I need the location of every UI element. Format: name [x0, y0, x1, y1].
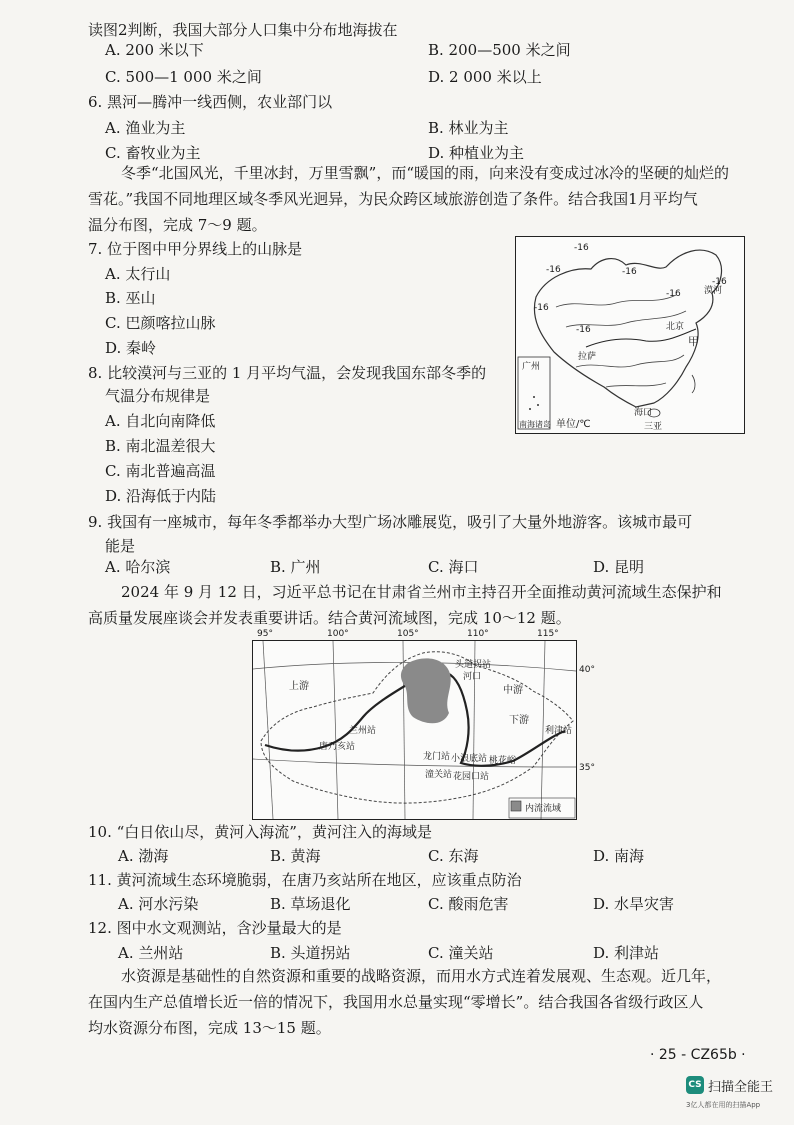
intro-line-3: 均水资源分布图，完成 13～15 题。	[88, 1019, 331, 1037]
intro-line-1: 2024 年 9 月 12 日，习近平总书记在甘肃省兰州市主持召开全面推动黄河流域生态保护和	[121, 583, 722, 601]
q9-option-b: B. 广州	[270, 558, 321, 576]
lon-label: 115°	[537, 629, 559, 639]
q12-option-a: A. 兰州站	[118, 944, 184, 962]
option-b: B. 200—500 米之间	[428, 41, 571, 59]
q12-option-b: B. 头道拐站	[270, 944, 351, 962]
city-haikou: 海口	[634, 408, 653, 418]
question-stem: 读图2判断，我国大部分人口集中分布地海拔在	[88, 21, 398, 39]
isotherm-label: -16	[576, 325, 591, 335]
q8-option-b: B. 南北温差很大	[105, 437, 216, 455]
isotherm-d	[606, 383, 666, 387]
neiliu-basin	[401, 658, 451, 723]
isotherm-a	[556, 295, 676, 307]
question-10-stem: 10. “白日依山尽，黄河入海流”，黄河注入的海域是	[88, 823, 432, 841]
isotherm-label: -16	[574, 243, 589, 253]
q11-option-b: B. 草场退化	[270, 895, 351, 913]
intro-paragraph-7-9	[88, 160, 728, 238]
q7-option-d: D. 秦岭	[105, 339, 157, 357]
station-huayuankou: 花园口站	[453, 772, 490, 782]
q6-option-d: D. 种植业为主	[428, 144, 525, 162]
station-xiaolangdi: 小浪底站	[451, 754, 488, 764]
yellow-river-svg	[253, 641, 576, 819]
question-11-stem: 11. 黄河流域生态环境脆弱，在唐乃亥站所在地区，应该重点防治	[88, 871, 522, 889]
option-d: D. 2 000 米以上	[428, 68, 542, 86]
option-a: A. 200 米以下	[105, 41, 204, 59]
city-mohe: 漠河	[704, 286, 723, 296]
legend-swatch	[511, 801, 521, 811]
station-taohuayu: 桃花峪	[489, 756, 517, 766]
q8-option-d: D. 沿海低于内陆	[105, 487, 217, 505]
q10-option-c: C. 东海	[428, 847, 479, 865]
island-dots	[533, 396, 535, 398]
question-8-stem-line1: 8. 比较漠河与三亚的 1 月平均气温，会发现我国东部冬季的	[88, 364, 487, 382]
question-6-stem: 6. 黑河—腾冲一线西侧，农业部门以	[88, 93, 333, 111]
q7-option-c: C. 巴颜喀拉山脉	[105, 314, 216, 332]
station-helikou: 河口	[463, 672, 482, 682]
option-c: C. 500—1 000 米之间	[105, 68, 262, 86]
isotherm-label: -16	[546, 265, 561, 275]
q9-option-c: C. 海口	[428, 558, 479, 576]
app-badge-icon: CS	[686, 1076, 704, 1094]
q10-option-a: A. 渤海	[118, 847, 169, 865]
question-8-stem-line2: 气温分布规律是	[105, 387, 211, 405]
station-tangnaihai: 唐乃亥站	[319, 742, 356, 752]
intro-line-2: 在国内生产总值增长近一倍的情况下，我国用水总量实现“零增长”。结合我国各省级行政区人	[88, 993, 704, 1011]
city-lhasa: 拉萨	[578, 352, 597, 362]
legend-label: 内流流域	[525, 804, 562, 814]
city-guangzhou: 广州	[522, 362, 541, 372]
q11-option-a: A. 河水污染	[118, 895, 199, 913]
station-lanzhou: 兰州站	[349, 726, 377, 736]
yellow-river-basin-map	[252, 629, 595, 820]
app-tagline: 3亿人都在用的扫描App	[686, 1101, 761, 1109]
q12-option-c: C. 潼关站	[428, 944, 494, 962]
station-toudaoguai: 头道拐站	[455, 660, 492, 670]
station-longmen: 龙门站	[423, 752, 451, 762]
region-lower: 下游	[509, 715, 529, 726]
intro-paragraph-10-12	[88, 579, 728, 631]
q11-option-c: C. 酸雨危害	[428, 895, 509, 913]
january-temperature-map	[515, 236, 745, 434]
isotherm-label: -16	[622, 267, 637, 277]
q6-option-c: C. 畜牧业为主	[105, 144, 201, 162]
taiwan-island	[692, 375, 695, 393]
intro-line-1: 水资源是基础性的自然资源和重要的战略资源，而用水方式连着发展观、生态观。近几年，	[121, 967, 722, 985]
isotherm-label: -16	[666, 289, 681, 299]
lat-label: 40°	[579, 665, 595, 675]
city-sanya: 三亚	[644, 422, 663, 432]
station-lijin: 利津站	[545, 726, 573, 736]
page-code: · 25 - CZ65b ·	[650, 1047, 746, 1063]
lon-label: 105°	[397, 629, 419, 639]
unit-label: 单位/℃	[556, 419, 591, 430]
q10-option-d: D. 南海	[593, 847, 645, 865]
q9-option-a: A. 哈尔滨	[105, 558, 171, 576]
intro-line-2: 高质量发展座谈会并发表重要讲话。结合黄河流域图，完成 10～12 题。	[88, 609, 571, 627]
lon-label: 95°	[257, 629, 273, 639]
question-9-stem-line1: 9. 我国有一座城市，每年冬季都举办大型广场冰雕展览，吸引了大量外地游客。该城市最可	[88, 513, 693, 531]
region-upper: 上游	[289, 681, 309, 692]
q11-option-d: D. 水旱灾害	[593, 895, 675, 913]
q6-option-b: B. 林业为主	[428, 119, 509, 137]
q12-option-d: D. 利津站	[593, 944, 660, 962]
intro-line-1: 冬季“北国风光，千里冰封，万里雪飘”，而“暖国的雨，向来没有变成过冰冷的坚硬的灿烂的	[121, 164, 730, 182]
inset-label: 南海诸岛	[519, 420, 551, 429]
question-7-stem: 7. 位于图中甲分界线上的山脉是	[88, 240, 303, 258]
region-middle: 中游	[503, 685, 523, 696]
isotherm-label: -16	[534, 303, 549, 313]
q10-option-b: B. 黄海	[270, 847, 321, 865]
q8-option-a: A. 自北向南降低	[105, 412, 216, 430]
lon-label: 100°	[327, 629, 349, 639]
lon-label: 110°	[467, 629, 489, 639]
city-beijing: 北京	[666, 322, 685, 332]
q7-option-a: A. 太行山	[105, 265, 171, 283]
scanner-watermark	[686, 1074, 786, 1114]
isotherm-label: -16	[712, 277, 727, 287]
q6-option-a: A. 渔业为主	[105, 119, 186, 137]
intro-line-3: 温分布图，完成 7～9 题。	[88, 216, 267, 234]
station-tongguan: 潼关站	[425, 770, 453, 780]
q7-option-b: B. 巫山	[105, 289, 156, 307]
intro-line-2: 雪花。”我国不同地理区域冬季风光迥异，为民众跨区域旅游创造了条件。结合我国1月平均气	[88, 190, 698, 208]
question-9-stem-line2: 能是	[105, 537, 136, 555]
app-name: 扫描全能王	[708, 1080, 774, 1095]
intro-paragraph-13-15	[88, 963, 728, 1041]
question-12-stem: 12. 图中水文观测站，含沙量最大的是	[88, 919, 342, 937]
boundary-jia: 甲	[688, 335, 699, 348]
q9-option-d: D. 昆明	[593, 558, 645, 576]
q8-option-c: C. 南北普遍高温	[105, 462, 216, 480]
lat-label: 35°	[579, 763, 595, 773]
